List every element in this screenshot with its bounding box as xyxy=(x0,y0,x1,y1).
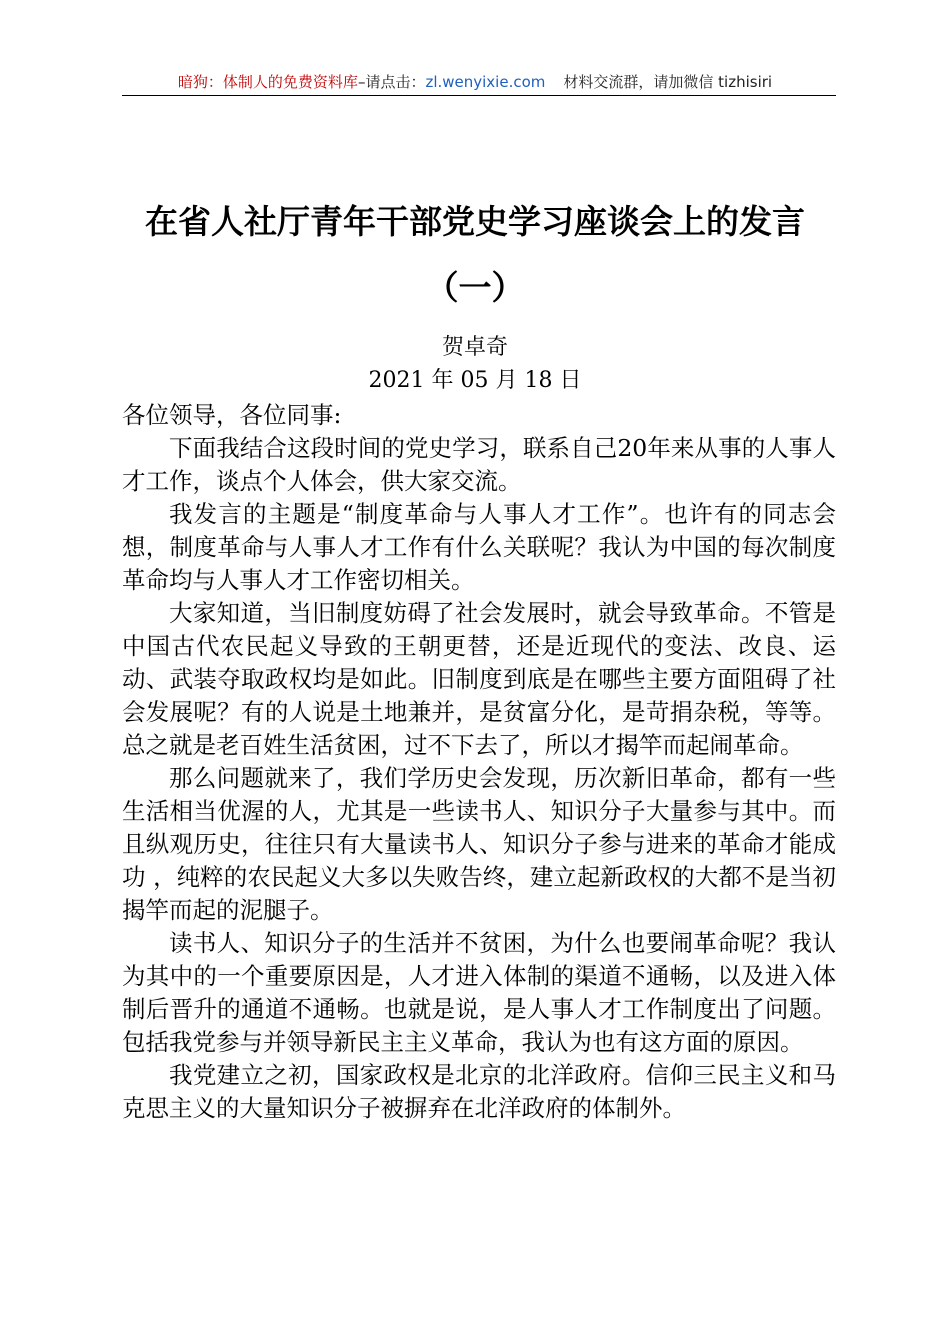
header-click-prefix: –请点击： xyxy=(357,73,426,91)
paragraph: 那么问题就来了，我们学历史会发现，历次新旧革命，都有一些生活相当优渥的人，尤其是一些读书人、知识分子大量参与其中。而且纵观历史，往往只有大量读书人、知识分子参与进来的革命才能成功 ，纯粹的农民起义大多以失败告终，建立起新政权的大都不是当初揭竿而起的泥腿子。 xyxy=(122,764,836,924)
document-date: 2021 年 05 月 18 日 xyxy=(368,368,582,393)
document-title-subtitle: （一） xyxy=(425,268,525,307)
header-contact: 材料交流群，请加微信 tizhisiri xyxy=(563,73,773,91)
document-title: 在省人社厅青年干部党史学习座谈会上的发言 xyxy=(145,202,805,241)
document-body xyxy=(122,399,836,1125)
document-author: 贺卓奇 xyxy=(441,335,508,360)
header-url-link[interactable]: zl.wenyixie.com xyxy=(425,73,546,91)
page-header xyxy=(0,72,950,92)
paragraph: 读书人、知识分子的生活并不贫困，为什么也要闹革命呢？我认为其中的一个重要原因是，人才进入体制的渠道不通畅，以及进入体制后晋升的通道不通畅。也就是说，是人事人才工作制度出了问题。包括我党参与并领导新民主主义革命，我认为也有这方面的原因。 xyxy=(122,929,836,1056)
paragraph: 下面我结合这段时间的党史学习，联系自己20年来从事的人事人才工作，谈点个人体会，供大家交流。 xyxy=(122,434,836,495)
paragraph: 大家知道，当旧制度妨碍了社会发展时，就会导致革命。不管是中国古代农民起义导致的王朝更替，还是近现代的变法、改良、运动、武装夺取政权均是如此。旧制度到底是在哪些主要方面阻碍了社会发展呢？有的人说是土地兼并，是贫富分化，是苛捐杂税，等等。总之就是老百姓生活贫困，过不下去了，所以才揭竿而起闹革命。 xyxy=(122,599,836,759)
header-brand: 暗狗：体制人的免费资料库 xyxy=(177,73,358,91)
header-divider xyxy=(122,95,836,96)
paragraph: 我党建立之初，国家政权是北京的北洋政府。信仰三民主义和马克思主义的大量知识分子被摒弃在北洋政府的体制外。 xyxy=(122,1061,836,1122)
greeting: 各位领导，各位同事: xyxy=(122,401,342,429)
paragraph: 我发言的主题是“制度革命与人事人才工作”。也许有的同志会想，制度革命与人事人才工作有什么关联呢？我认为中国的每次制度革命均与人事人才工作密切相关。 xyxy=(122,500,836,594)
